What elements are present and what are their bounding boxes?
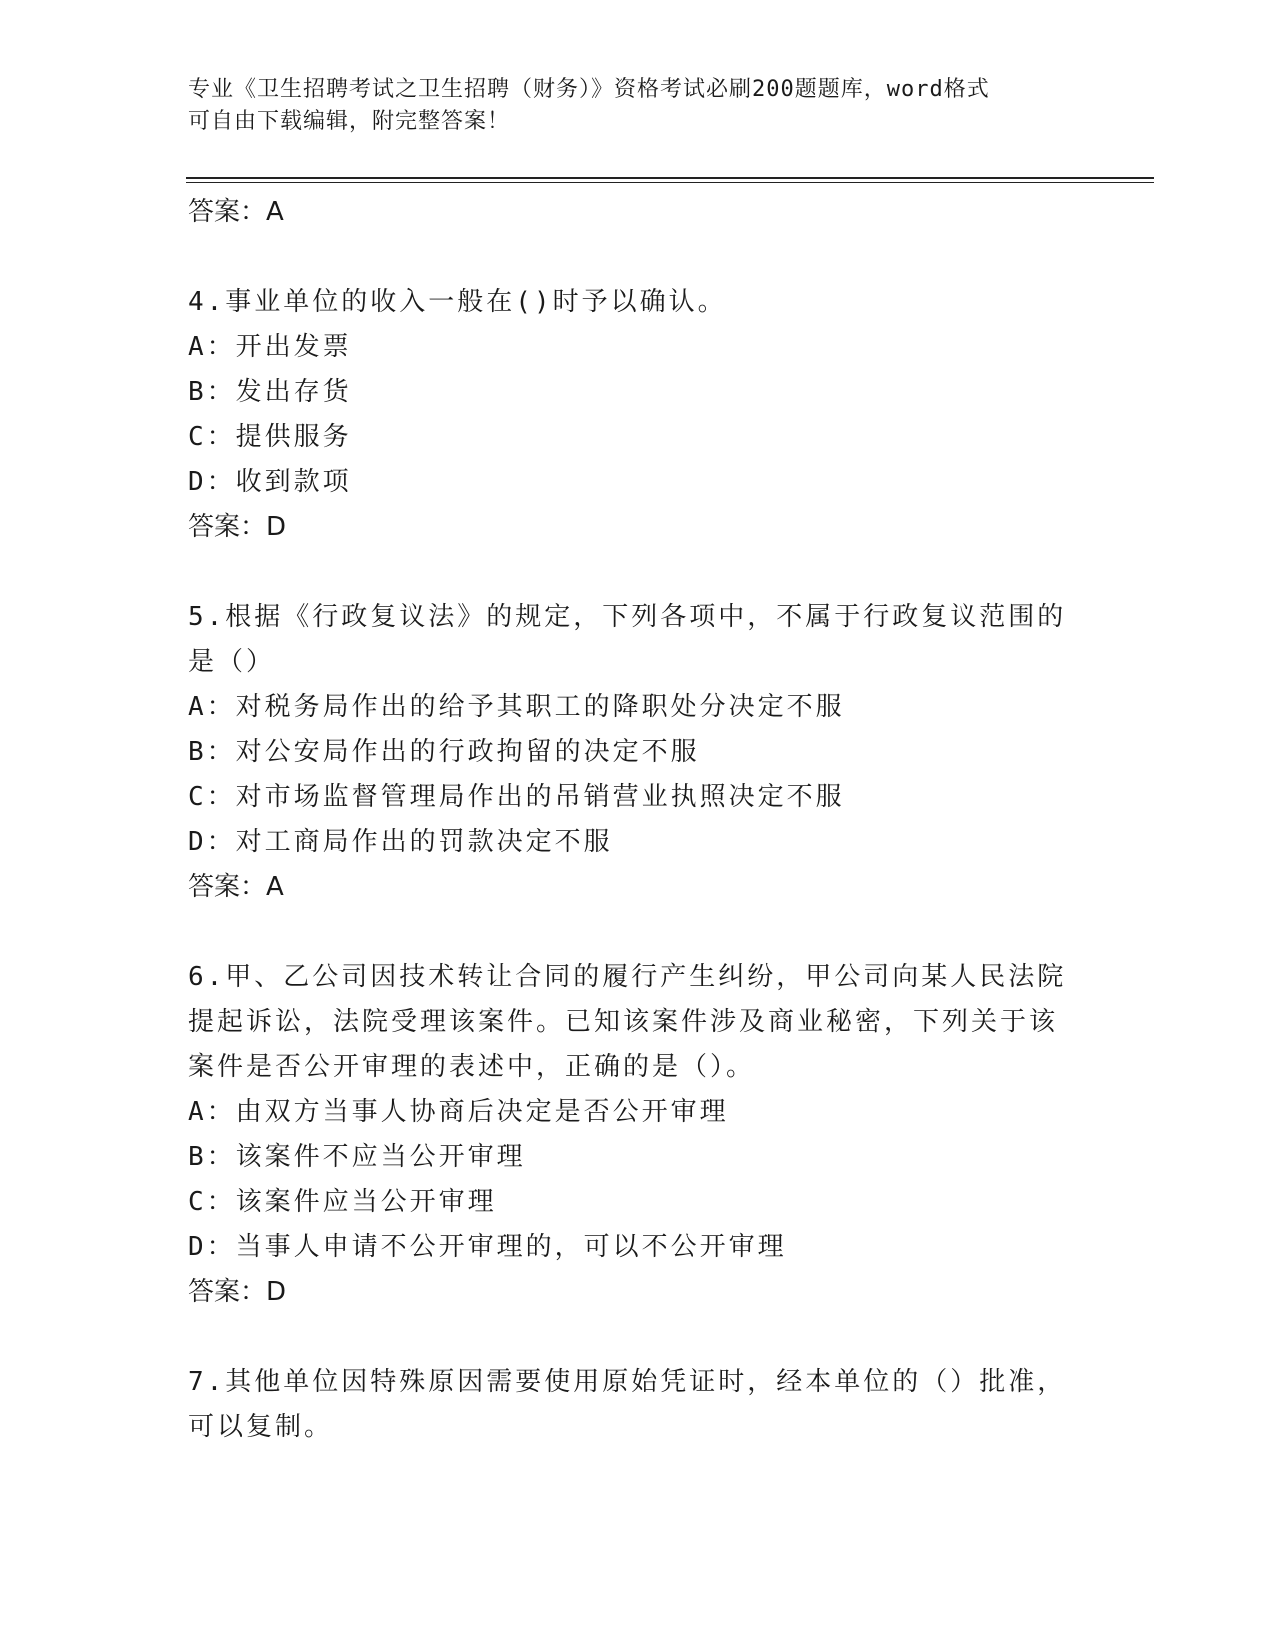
spacer <box>188 909 1088 955</box>
question-6-option-a: A：由双方当事人协商后决定是否公开审理 <box>188 1097 729 1127</box>
question-5-option-d: D：对工商局作出的罚款决定不服 <box>188 827 613 857</box>
question-4-option-b: B：发出存货 <box>188 377 352 407</box>
question-6-stem-line-1: 6.甲、乙公司因技术转让合同的履行产生纠纷，甲公司向某人民法院 <box>188 962 1067 992</box>
answer-q3: 答案：A <box>188 197 284 227</box>
question-7 <box>188 1360 1088 1450</box>
question-4-stem: 4.事业单位的收入一般在()时予以确认。 <box>188 287 727 317</box>
question-7-stem-line-1: 7.其他单位因特殊原因需要使用原始凭证时，经本单位的（）批准， <box>188 1367 1067 1397</box>
question-6-stem-line-3: 案件是否公开审理的表述中，正确的是（）。 <box>188 1052 756 1082</box>
question-4-option-d: D：收到款项 <box>188 467 352 497</box>
question-6 <box>188 955 1088 1314</box>
document-body <box>188 190 1088 1450</box>
question-7-stem-line-2: 可以复制。 <box>188 1412 334 1442</box>
header-line-2: 可自由下载编辑，附完整答案！ <box>188 109 511 134</box>
question-4-option-a: A：开出发票 <box>188 332 352 362</box>
question-4-option-c: C：提供服务 <box>188 422 352 452</box>
question-5-option-a: A：对税务局作出的给予其职工的降职处分决定不服 <box>188 692 845 722</box>
header-line-1: 专业《卫生招聘考试之卫生招聘（财务）》资格考试必刷200题题库，word格式 <box>188 77 990 102</box>
question-6-option-d: D：当事人申请不公开审理的，可以不公开审理 <box>188 1232 787 1262</box>
header-rule-thin <box>186 182 1154 183</box>
header-rule-thick <box>186 177 1154 179</box>
question-5 <box>188 595 1088 909</box>
question-6-option-c: C：该案件应当公开审理 <box>188 1187 497 1217</box>
document-header <box>188 74 1068 138</box>
question-5-option-c: C：对市场监督管理局作出的吊销营业执照决定不服 <box>188 782 845 812</box>
spacer <box>188 549 1088 595</box>
answer-q4: 答案：D <box>188 512 287 542</box>
question-5-stem-line-1: 5.根据《行政复议法》的规定，下列各项中，不属于行政复议范围的 <box>188 602 1067 632</box>
question-6-option-b: B：该案件不应当公开审理 <box>188 1142 526 1172</box>
question-5-option-b: B：对公安局作出的行政拘留的决定不服 <box>188 737 700 767</box>
question-4 <box>188 280 1088 549</box>
question-5-stem-line-2: 是（） <box>188 647 276 677</box>
answer-q6: 答案：D <box>188 1277 287 1307</box>
spacer <box>188 1314 1088 1360</box>
answer-q5: 答案：A <box>188 872 284 902</box>
spacer <box>188 234 1088 280</box>
question-6-stem-line-2: 提起诉讼，法院受理该案件。已知该案件涉及商业秘密，下列关于该 <box>188 1007 1059 1037</box>
